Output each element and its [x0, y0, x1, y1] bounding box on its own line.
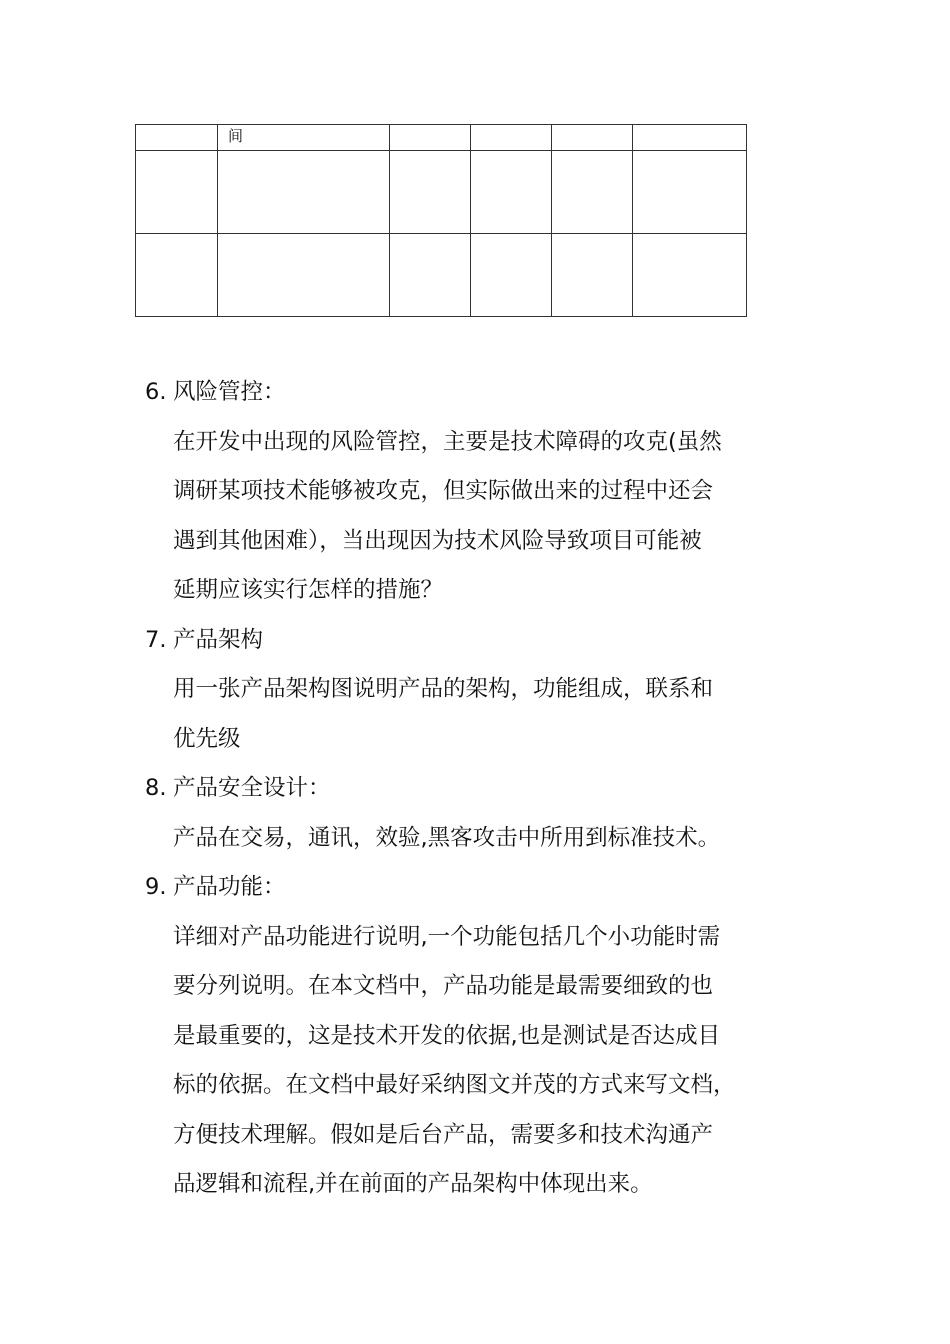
- table-cell: [552, 125, 633, 151]
- paragraph-line: 用一张产品架构图说明产品的架构，功能组成，联系和: [173, 676, 714, 702]
- table-cell: [136, 234, 218, 317]
- paragraph-line: 要分列说明。在本文档中，产品功能是最需要细致的也: [173, 973, 714, 999]
- table-cell: [471, 151, 552, 234]
- paragraph-line: 方便技术理解。假如是后台产品，需要多和技术沟通产: [173, 1121, 714, 1148]
- paragraph-line: 优先级: [173, 725, 241, 752]
- paragraph-line: 调研某项技术能够被攻克，但实际做出来的过程中还会: [173, 478, 714, 504]
- section-number: 8.: [145, 775, 167, 801]
- table-row: [136, 151, 747, 234]
- data-table: [135, 124, 747, 317]
- section-risk-control: [145, 368, 835, 616]
- table-cell: [136, 125, 218, 151]
- table-cell: [136, 151, 218, 234]
- section-heading: [145, 616, 835, 666]
- paragraph-line: 品逻辑和流程,并在前面的产品架构中体现出来。: [173, 1171, 653, 1197]
- table-row: [136, 234, 747, 317]
- paragraph-line: 在开发中出现的风险管控，主要是技术障碍的攻克(虽然: [173, 428, 722, 455]
- table-cell: [552, 234, 633, 317]
- section-heading: [145, 764, 835, 814]
- paragraph-line: 遇到其他困难），当出现因为技术风险导致项目可能被: [173, 527, 702, 554]
- table-cell: [633, 125, 747, 151]
- table-cell: [471, 125, 552, 151]
- section-title: 产品安全设计：: [173, 775, 331, 801]
- table-cell: [390, 151, 471, 234]
- paragraph-line: 标的依据。在文档中最好采纳图文并茂的方式来写文档，: [173, 1072, 736, 1098]
- section-title: 风险管控：: [173, 379, 286, 405]
- paragraph-line: 产品在交易，通讯，效验,黑客攻击中所用到标准技术。: [173, 824, 721, 851]
- table-row: [136, 125, 747, 151]
- paragraph-line: 详细对产品功能进行说明,一个功能包括几个小功能时需: [173, 923, 721, 950]
- section-heading: [145, 863, 835, 913]
- table-cell: 间: [218, 125, 390, 151]
- section-number: 6.: [145, 379, 167, 405]
- section-title: 产品功能：: [173, 874, 286, 900]
- table-cell: [552, 151, 633, 234]
- section-number: 7.: [145, 626, 167, 653]
- table-cell: [390, 125, 471, 151]
- table-cell: [390, 234, 471, 317]
- table-cell: [218, 234, 390, 317]
- section-title: 产品架构: [173, 626, 264, 653]
- section-heading: [145, 368, 835, 418]
- section-security-design: [145, 764, 835, 863]
- section-product-features: [145, 863, 835, 1210]
- section-number: 9.: [145, 874, 167, 900]
- table-cell: [633, 234, 747, 317]
- table-cell: [218, 151, 390, 234]
- table-cell: [633, 151, 747, 234]
- section-product-architecture: [145, 616, 835, 765]
- paragraph-line: 是最重要的，这是技术开发的依据,也是测试是否达成目: [173, 1022, 721, 1049]
- paragraph-line: 延期应该实行怎样的措施？: [173, 577, 444, 603]
- table-cell: [471, 234, 552, 317]
- document-body: [145, 368, 835, 1210]
